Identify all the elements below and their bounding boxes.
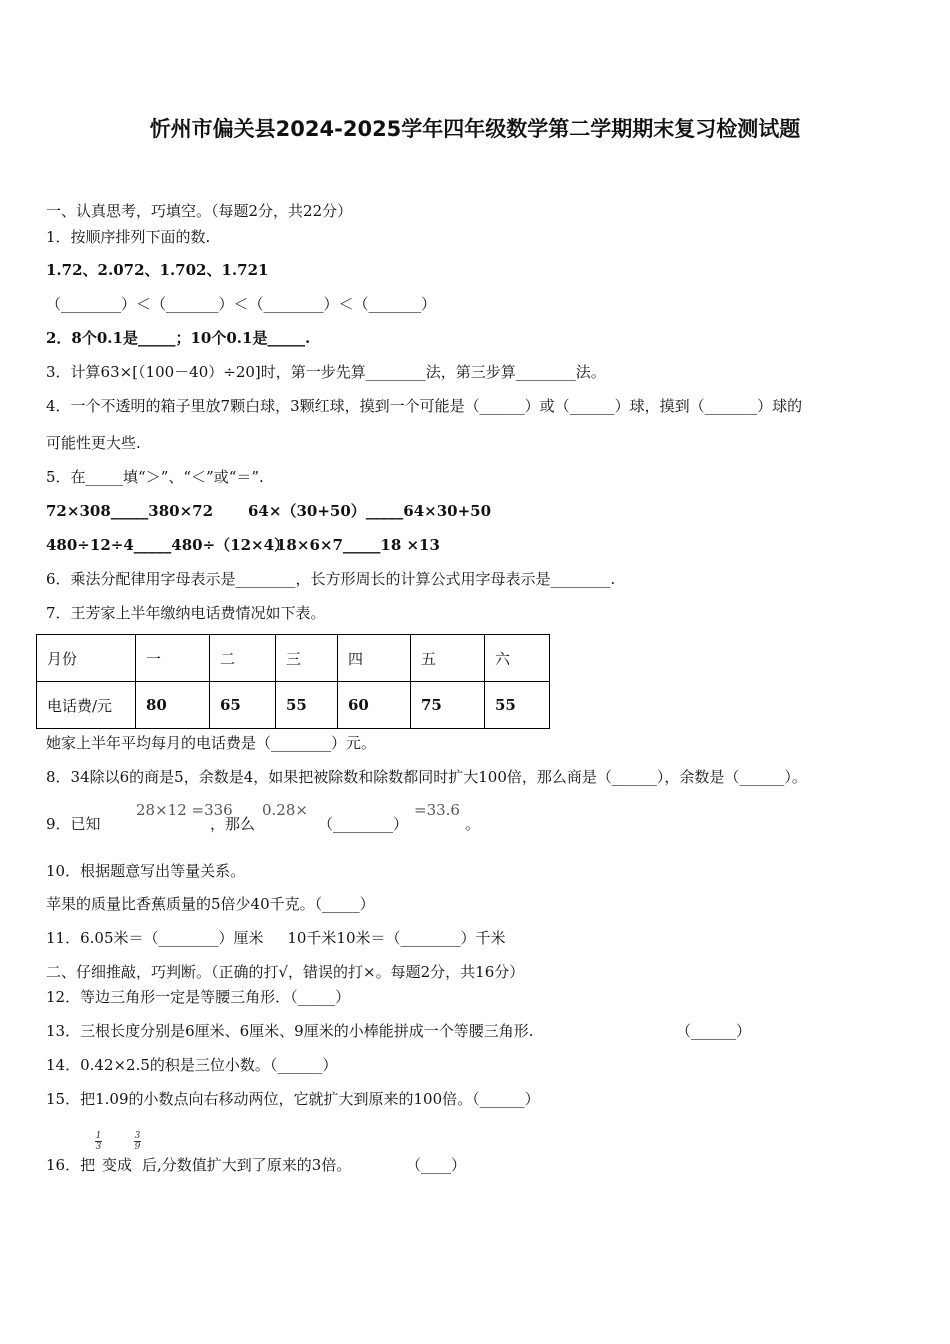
q3: 3．计算63×[（100－40）÷20]时，第一步先算________法，第三步算________法。 — [46, 363, 606, 381]
q9-prefix: 9．已知 — [46, 815, 101, 833]
fraction-1-numerator: 1 — [95, 1131, 102, 1141]
table-cell: 75 — [411, 682, 485, 729]
q9-equation-3: =33.6 — [414, 801, 460, 819]
q16-c: 后,分数值扩大到了原来的3倍。 — [142, 1156, 352, 1174]
q8: 8．34除以6的商是5，余数是4，如果把被除数和除数都同时扩大100倍，那么商是（______），余数是（______）。 — [46, 768, 807, 786]
q9-end: 。 — [465, 815, 481, 833]
table-cell: 五 — [411, 635, 485, 682]
table-cell: 月份 — [37, 635, 136, 682]
q13-text: 13．三根长度分别是6厘米、6厘米、9厘米的小棒能拼成一个等腰三角形. — [46, 1022, 534, 1040]
q4-line2: 可能性更大些. — [46, 434, 141, 452]
fraction-2-numerator: 3 — [134, 1131, 141, 1141]
section-1-heading: 一、认真思考，巧填空。（每题2分，共22分） — [46, 202, 353, 220]
table-cell: 80 — [136, 682, 210, 729]
q1-numbers: 1.72、2.072、1.702、1.721 — [46, 261, 269, 279]
q7-after: 她家上半年平均每月的电话费是（________）元。 — [46, 734, 377, 752]
table-cell: 65 — [210, 682, 276, 729]
fraction-2 — [134, 1131, 141, 1152]
phone-bill-table — [36, 634, 550, 729]
q10-stem: 10．根据题意写出等量关系。 — [46, 862, 246, 880]
q5-a: 72×308_____380×72 — [46, 502, 214, 520]
fraction-1-denominator: 3 — [95, 1142, 102, 1152]
table-cell: 三 — [276, 635, 338, 682]
q16-b: 变成 — [102, 1156, 133, 1174]
q9-equation-2: 0.28× — [262, 801, 308, 819]
q5-c: 480÷12÷4_____480÷（12×4） — [46, 536, 290, 554]
q1-blanks[interactable]: （________）＜（_______）＜（________）＜（_______） — [46, 295, 437, 313]
q5-stem: 5．在_____填“＞”、“＜”或“＝”. — [46, 468, 264, 486]
section-2-heading: 二、仔细推敲，巧判断。（正确的打√，错误的打×。每题2分，共16分） — [46, 963, 525, 981]
q12: 12．等边三角形一定是等腰三角形．（_____） — [46, 988, 351, 1006]
q4-line1: 4．一个不透明的箱子里放7颗白球，3颗红球，摸到一个可能是（______）或（______）球，摸到（_______）球的 — [46, 397, 803, 415]
q10-text: 苹果的质量比香蕉质量的5倍少40千克。（_____） — [46, 895, 375, 913]
q11: 11．6.05米＝（________）厘米 10千米10米＝（________）千米 — [46, 929, 506, 947]
q5-d: 18×6×7_____18 ×13 — [276, 536, 440, 554]
table-cell: 55 — [485, 682, 550, 729]
q13-blank[interactable]: （______） — [676, 1022, 752, 1040]
q15: 15．把1.09的小数点向右移动两位，它就扩大到原来的100倍。（______） — [46, 1090, 540, 1108]
q7-stem: 7．王芳家上半年缴纳电话费情况如下表。 — [46, 604, 326, 622]
q9-equation-1: 28×12 =336 — [136, 801, 233, 819]
table-row — [37, 682, 550, 729]
table-cell: 一 — [136, 635, 210, 682]
q16-a: 16．把 — [46, 1156, 96, 1174]
q6: 6．乘法分配律用字母表示是________，长方形周长的计算公式用字母表示是________. — [46, 570, 616, 588]
table-cell: 四 — [338, 635, 411, 682]
q16-blank[interactable]: （____） — [406, 1156, 467, 1174]
q1-stem: 1．按顺序排列下面的数. — [46, 228, 211, 246]
page-title: 忻州市偏关县2024-2025学年四年级数学第二学期期末复习检测试题 — [149, 117, 801, 141]
table-cell: 二 — [210, 635, 276, 682]
fraction-1 — [95, 1131, 102, 1152]
q9-blank[interactable]: （________） — [318, 815, 409, 833]
q9-mid: ，那么 — [210, 815, 256, 833]
fraction-2-denominator: 9 — [134, 1142, 141, 1152]
q2: 2．8个0.1是_____；10个0.1是_____. — [46, 329, 311, 347]
table-cell: 55 — [276, 682, 338, 729]
table-cell: 60 — [338, 682, 411, 729]
q5-b: 64×（30+50）_____64×30+50 — [248, 502, 492, 520]
table-header-row — [37, 635, 550, 682]
table-cell: 六 — [485, 635, 550, 682]
q14: 14．0.42×2.5的积是三位小数。（______） — [46, 1056, 338, 1074]
table-cell: 电话费/元 — [37, 682, 136, 729]
